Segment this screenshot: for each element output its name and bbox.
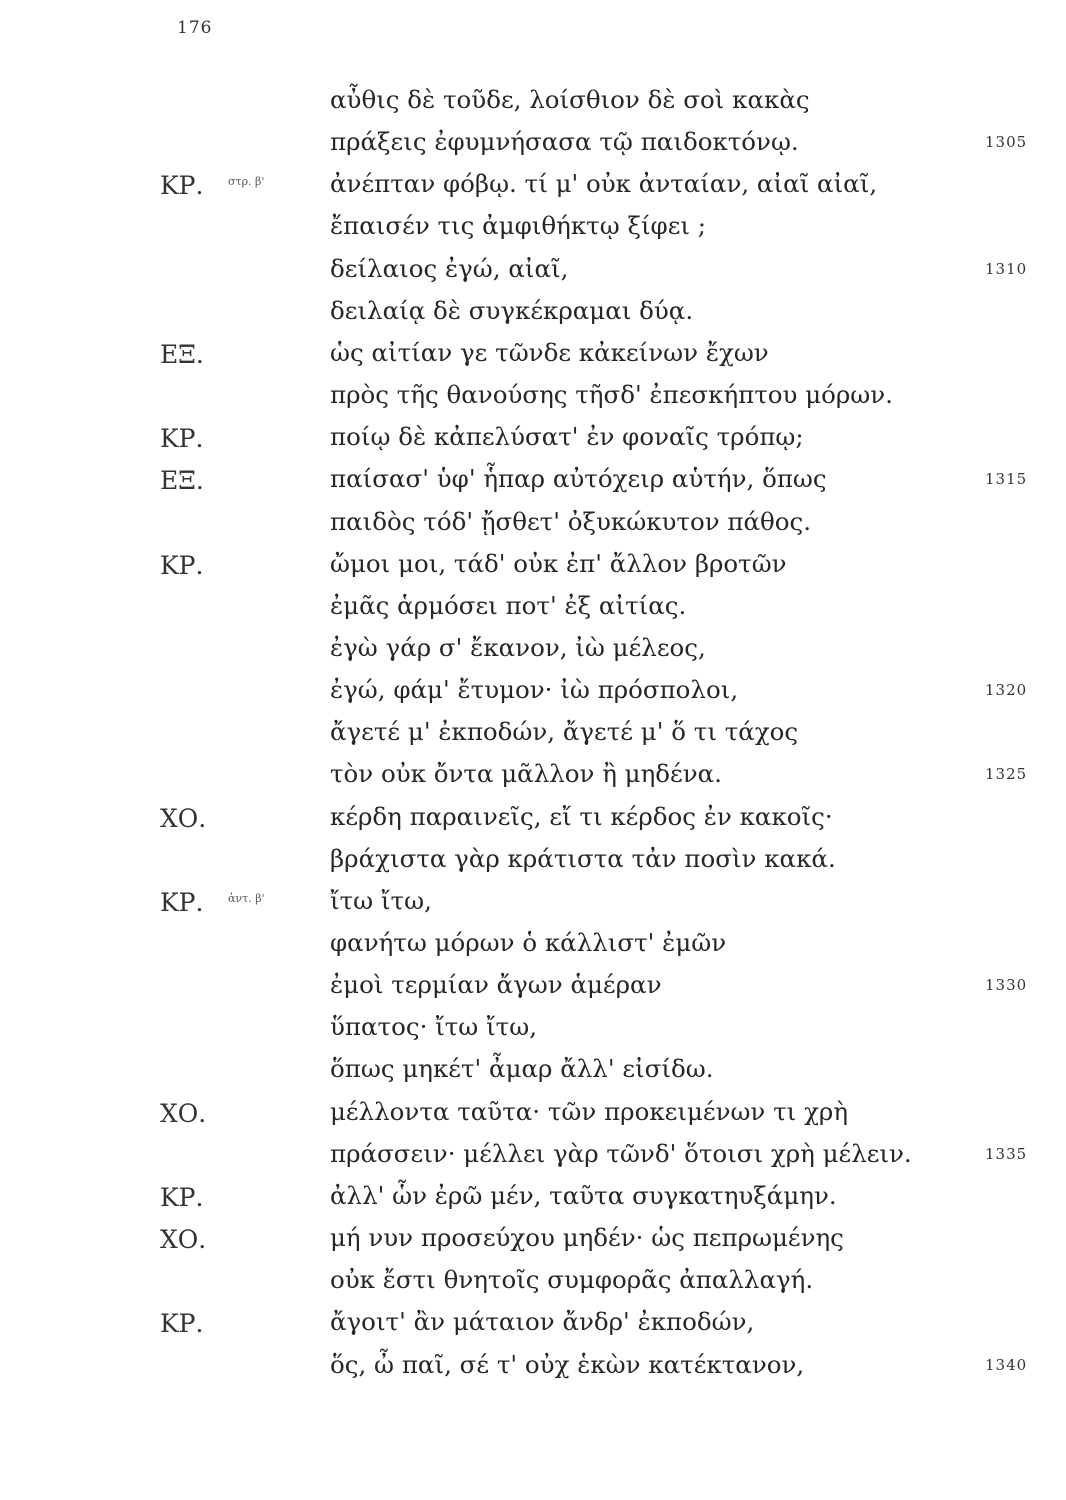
page-number: 176	[177, 18, 213, 38]
verse-line	[0, 211, 1066, 253]
verse-text: ἀλλ' ὧν ἐρῶ μέν, ταῦτα συγκατηυξάμην.	[330, 1180, 837, 1210]
line-number: 1340	[985, 1355, 1028, 1374]
verse-line	[0, 1265, 1066, 1307]
verse-text: μέλλοντα ταῦτα· τῶν προκειμένων τι χρὴ	[330, 1096, 848, 1126]
verse-text: ἄγοιτ' ἂν μάταιον ἄνδρ' ἐκποδών,	[330, 1307, 755, 1337]
verse-line	[0, 85, 1066, 127]
strophe-note: ἀντ. β'	[228, 891, 265, 905]
verse-line	[0, 970, 1066, 1012]
line-number: 1335	[985, 1144, 1028, 1163]
verse-line	[0, 717, 1066, 759]
verse-line	[0, 127, 1066, 169]
line-number: 1325	[985, 765, 1028, 784]
speaker-label: ΚΡ.	[160, 550, 204, 580]
speaker-label: ΕΞ.	[160, 339, 204, 369]
verse-text: ὅς, ὦ παῖ, σέ τ' οὐχ ἑκὼν κατέκτανον,	[330, 1349, 805, 1379]
speaker-label: ΚΡ.	[160, 887, 204, 917]
verse-line	[0, 928, 1066, 970]
verse-text: ὕπατος· ἴτω ἴτω,	[330, 1012, 537, 1042]
line-number: 1315	[985, 470, 1028, 489]
verse-text: πράξεις ἐφυμνήσασα τῷ παιδοκτόνῳ.	[330, 127, 799, 157]
verse-text: ἴτω ἴτω,	[330, 885, 432, 915]
verse-text: κέρδη παραινεῖς, εἴ τι κέρδος ἐν κακοῖς·	[330, 801, 833, 831]
line-number: 1310	[985, 259, 1028, 278]
verse-text: παίσασ' ὑφ' ἧπαρ αὐτόχειρ αὑτήν, ὅπως	[330, 464, 827, 494]
verse-text: πρὸς τῆς θανούσης τῆσδ' ἐπεσκήπτου μόρων.	[330, 380, 893, 410]
verse-line	[0, 338, 1066, 380]
verse-line	[0, 507, 1066, 549]
verse-line	[0, 296, 1066, 338]
verse-line	[0, 591, 1066, 633]
verse-text: ἐγώ, φάμ' ἔτυμον· ἰὼ πρόσπολοι,	[330, 675, 739, 705]
verse-text: αὖθις δὲ τοῦδε, λοίσθιον δὲ σοὶ κακὰς	[330, 85, 810, 114]
verse-line	[0, 169, 1066, 211]
verse-text: πράσσειν· μέλλει γὰρ τῶνδ' ὅτοισι χρὴ μέλειν.	[330, 1138, 912, 1168]
verse-text: ἐμοὶ τερμίαν ἄγων ἁμέραν	[330, 970, 662, 1000]
verse-text: ἄγετέ μ' ἐκποδών, ἄγετέ μ' ὅ τι τάχος	[330, 717, 799, 747]
verse-line	[0, 675, 1066, 717]
line-number: 1305	[985, 133, 1028, 152]
verse-text: δειλαίᾳ δὲ συγκέκραμαι δύᾳ.	[330, 295, 694, 325]
speaker-label: ΚΡ.	[160, 1182, 204, 1212]
speaker-label: ΕΞ.	[160, 466, 204, 496]
verse-text: ἀνέπταν φόβῳ. τί μ' οὐκ ἀνταίαν, αἰαῖ αἰαῖ,	[330, 169, 878, 199]
verse-line	[0, 464, 1066, 506]
verse-line	[0, 1307, 1066, 1349]
verse-line	[0, 254, 1066, 296]
verse-text: βράχιστα γὰρ κράτιστα τἀν ποσὶν κακά.	[330, 843, 836, 873]
verse-line	[0, 886, 1066, 928]
verse-text: ἐγὼ γάρ σ' ἔκανον, ἰὼ μέλεος,	[330, 632, 706, 662]
verse-line	[0, 1181, 1066, 1223]
verse-text: ὤμοι μοι, τάδ' οὐκ ἐπ' ἄλλον βροτῶν	[330, 548, 787, 578]
speaker-label: ΚΡ.	[160, 1309, 204, 1339]
verse-text: φανήτω μόρων ὁ κάλλιστ' ἐμῶν	[330, 928, 727, 957]
speaker-label: ΚΡ.	[160, 424, 204, 454]
speaker-label: ΧΟ.	[160, 1225, 207, 1255]
verse-line	[0, 1139, 1066, 1181]
line-number: 1320	[985, 681, 1028, 700]
verse-line	[0, 633, 1066, 675]
verse-line	[0, 1054, 1066, 1096]
speaker-label: ΧΟ.	[160, 803, 207, 833]
verse-text: ποίῳ δὲ κἀπελύσατ' ἐν φοναῖς τρόπῳ;	[330, 422, 804, 452]
verse-line	[0, 549, 1066, 591]
verse-line	[0, 380, 1066, 422]
verse-line	[0, 844, 1066, 886]
verse-text: ἔπαισέν τις ἀμφιθήκτῳ ξίφει ;	[330, 211, 707, 241]
verse-text: παιδὸς τόδ' ᾔσθετ' ὀξυκώκυτον πάθος.	[330, 506, 812, 536]
verse-text: ὡς αἰτίαν γε τῶνδε κἀκείνων ἔχων	[330, 337, 769, 367]
verse-line	[0, 802, 1066, 844]
speaker-label: ΧΟ.	[160, 1098, 207, 1128]
line-number: 1330	[985, 976, 1028, 995]
verse-text: δείλαιος ἐγώ, αἰαῖ,	[330, 253, 569, 283]
verse-line	[0, 1097, 1066, 1139]
verse-text: ἐμᾶς ἁρμόσει ποτ' ἐξ αἰτίας.	[330, 590, 687, 620]
verse-line	[0, 1350, 1066, 1392]
verse-line	[0, 1223, 1066, 1265]
verse-text: τὸν οὐκ ὄντα μᾶλλον ἢ μηδένα.	[330, 759, 722, 789]
verse-text: οὐκ ἔστι θνητοῖς συμφορᾶς ἀπαλλαγή.	[330, 1265, 814, 1295]
verse-line	[0, 759, 1066, 801]
strophe-note: στρ. β'	[228, 175, 265, 189]
speaker-label: ΚΡ.	[160, 171, 204, 201]
verse-line	[0, 422, 1066, 464]
verse-text: ὅπως μηκέτ' ἆμαρ ἄλλ' εἰσίδω.	[330, 1054, 714, 1084]
verse-line	[0, 1012, 1066, 1054]
verse-text: μή νυν προσεύχου μηδέν· ὡς πεπρωμένης	[330, 1223, 844, 1253]
